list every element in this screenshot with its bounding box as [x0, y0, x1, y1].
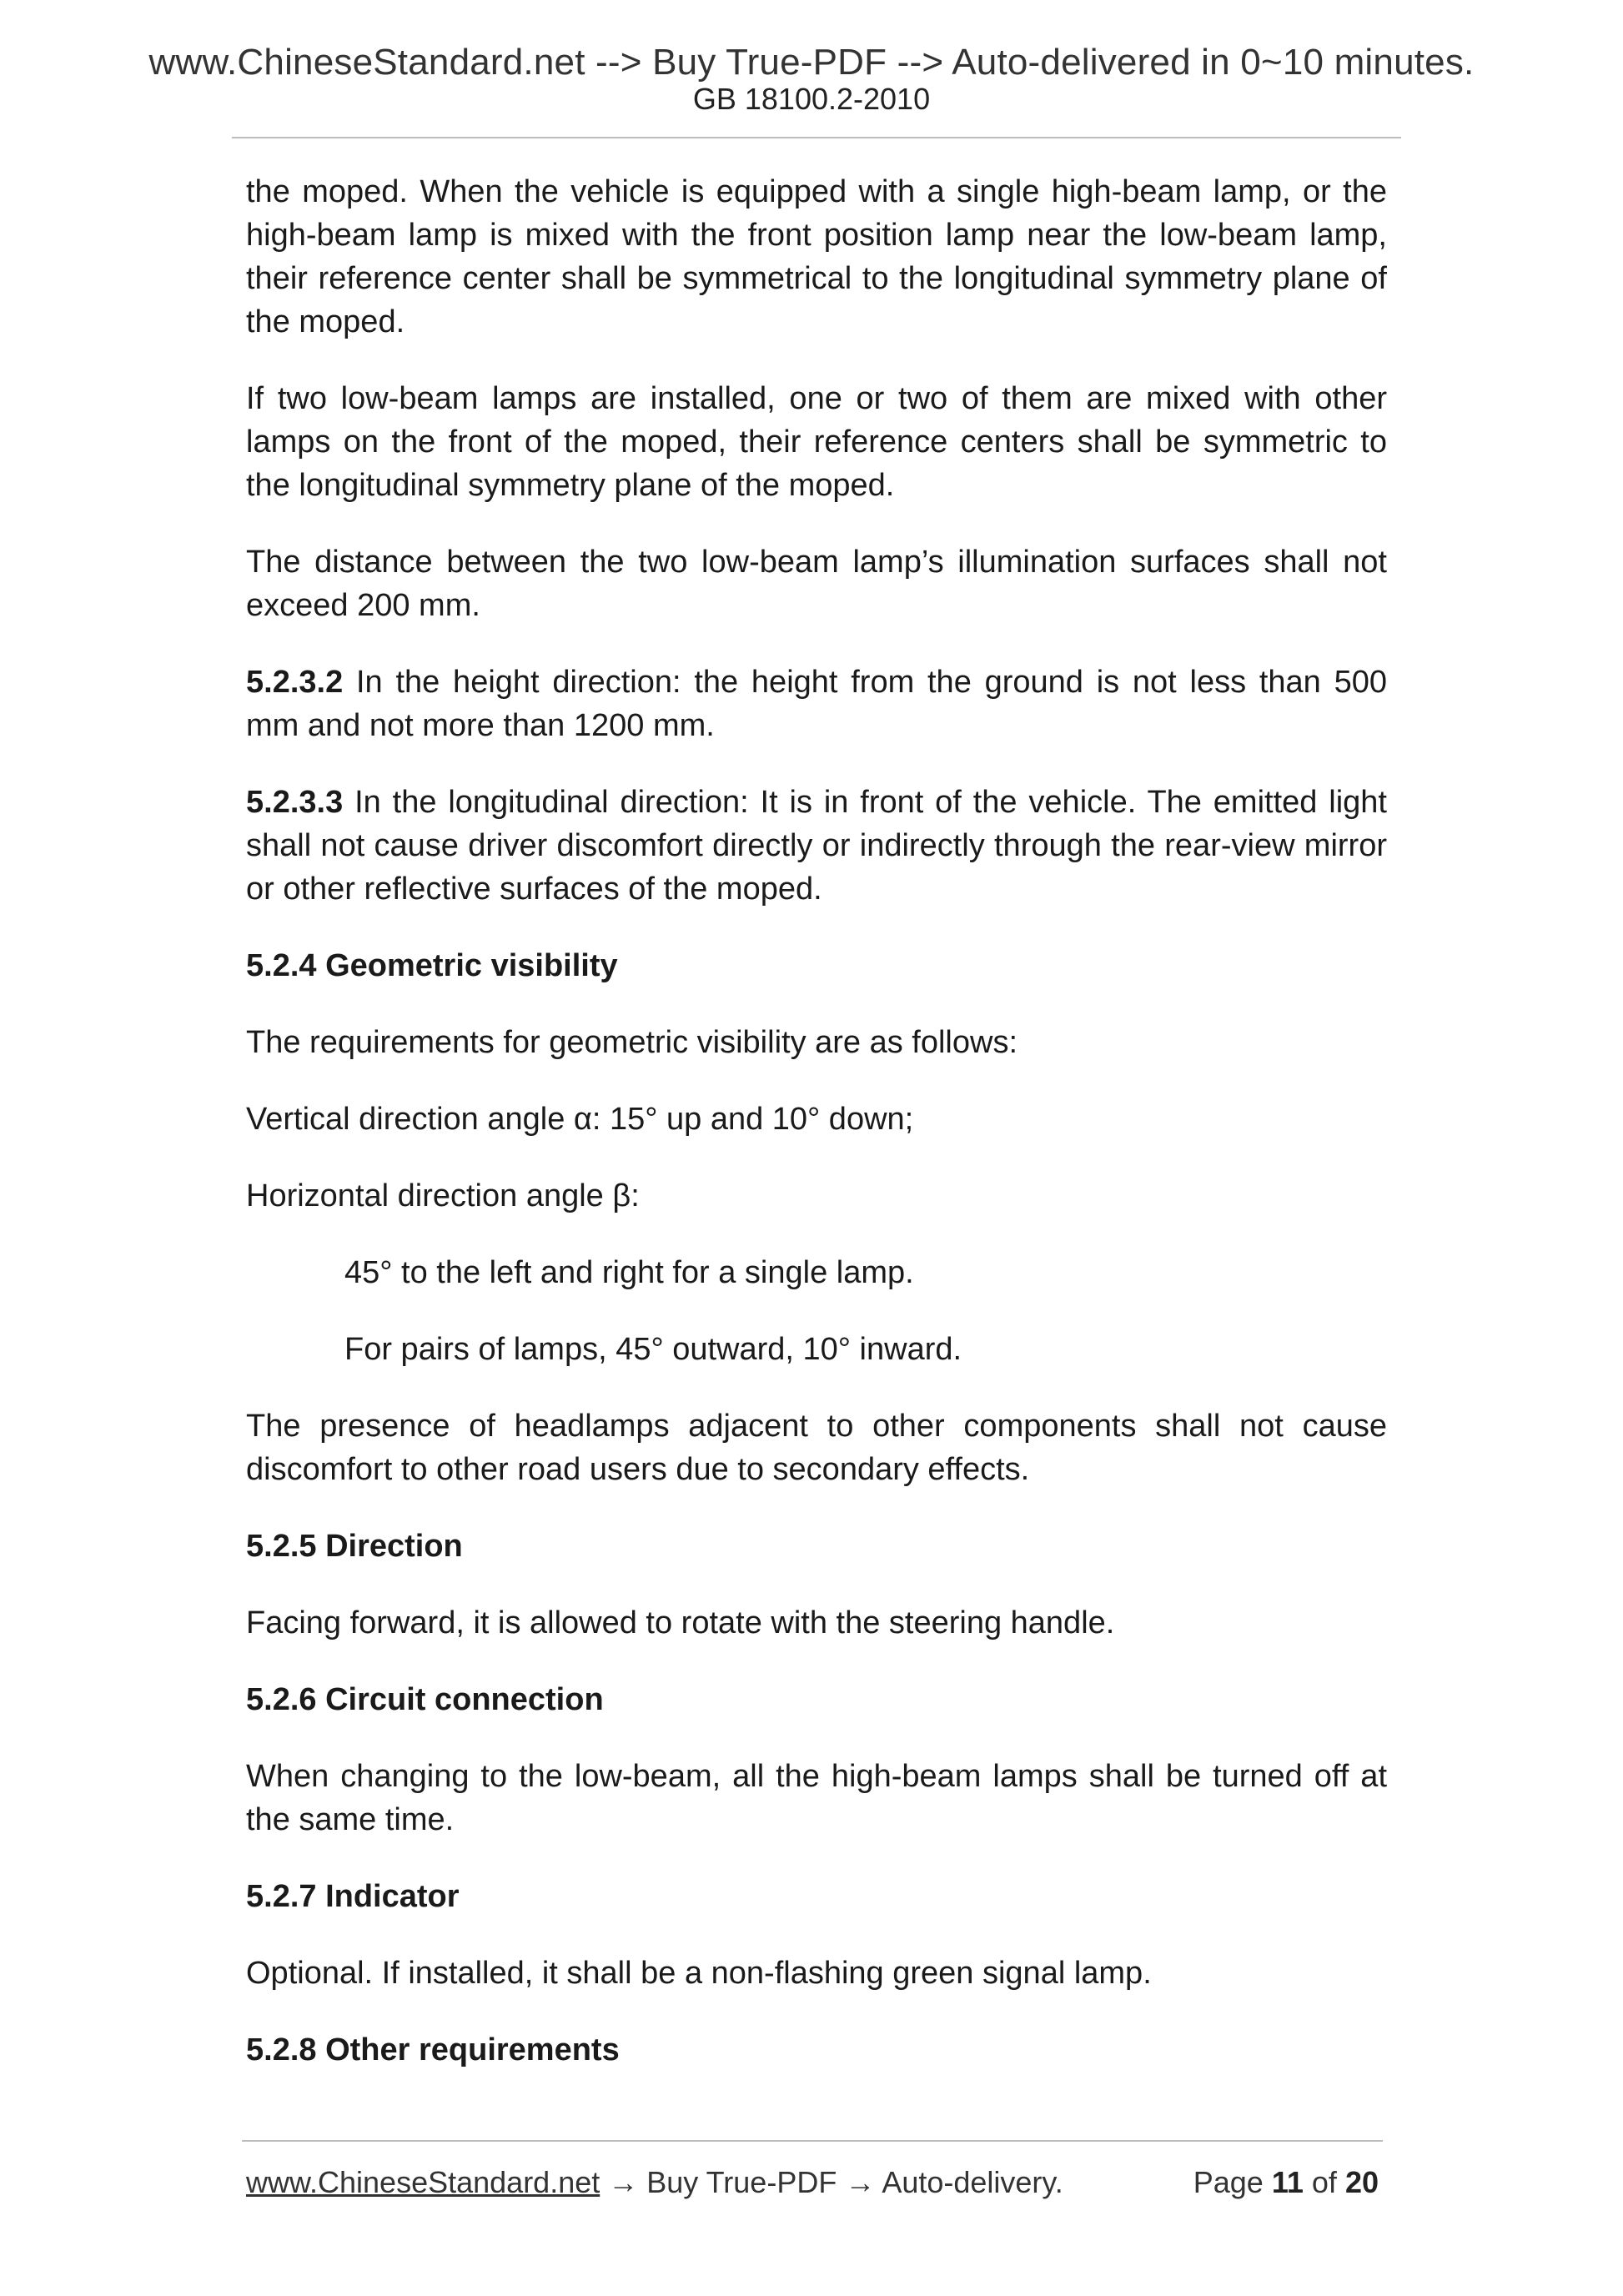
- paragraph-vertical-angle: Vertical direction angle α: 15° up and 10° down;: [246, 1102, 914, 1137]
- paragraph-direction: Facing forward, it is allowed to rotate with the steering handle.: [246, 1605, 1115, 1640]
- paragraph-two-low-beam: If two low-beam lamps are installed, one or two of them are mixed with other lamps on the front of the moped, their reference centers shall be symmetric to the longitudinal symmetry plane of the moped.: [246, 381, 1387, 503]
- page-footer: [246, 2165, 1379, 2200]
- top-banner: www.ChineseStandard.net --> Buy True-PDF --> Auto-delivered in 0~10 minutes.: [148, 42, 1475, 83]
- footer-tagline: → Buy True-PDF → Auto-delivery.: [600, 2165, 1063, 2199]
- heading-other-requirements: 5.2.8 Other requirements: [246, 2032, 620, 2067]
- paragraph-pairs-of-lamps: For pairs of lamps, 45° outward, 10° inward.: [344, 1332, 962, 1367]
- paragraph-distance: The distance between the two low-beam lamp’s illumination surfaces shall not exceed 200 mm.: [246, 545, 1387, 623]
- clause-number: 5.2.3.3: [246, 785, 344, 820]
- footer-divider: [242, 2140, 1383, 2142]
- page-current: 11: [1271, 2165, 1304, 2199]
- paragraph-symmetry-high-beam: the moped. When the vehicle is equipped with a single high-beam lamp, or the high-beam lamp is mixed with the front position lamp near the low-beam lamp, their reference center shall be symmetrical to the longitudinal symmetry plane of the moped.: [246, 174, 1387, 339]
- paragraph-horizontal-angle: Horizontal direction angle β:: [246, 1178, 640, 1213]
- paragraph-single-lamp: 45° to the left and right for a single lamp.: [344, 1255, 914, 1290]
- heading-circuit-connection: 5.2.6 Circuit connection: [246, 1682, 604, 1717]
- page-number: [1193, 2165, 1379, 2200]
- page-label: Page: [1193, 2165, 1264, 2199]
- paragraph-indicator: Optional. If installed, it shall be a non-flashing green signal lamp.: [246, 1956, 1152, 1991]
- clause-5-2-3-3: [246, 781, 1387, 911]
- footer-site-link[interactable]: www.ChineseStandard.net: [246, 2165, 600, 2199]
- header-divider: [232, 137, 1401, 138]
- document-body: [246, 170, 1387, 2105]
- paragraph-visibility-intro: The requirements for geometric visibility are as follows:: [246, 1025, 1018, 1060]
- heading-direction: 5.2.5 Direction: [246, 1529, 463, 1564]
- heading-indicator: 5.2.7 Indicator: [246, 1879, 460, 1914]
- paragraph-circuit-connection: When changing to the low-beam, all the high-beam lamps shall be turned off at the same time.: [246, 1759, 1387, 1837]
- of-label: of: [1311, 2165, 1337, 2199]
- clause-text: In the longitudinal direction: It is in front of the vehicle. The emitted light shall not cause driver discomfort directly or indirectly through the rear-view mirror or other reflective surfaces of the moped.: [246, 785, 1387, 907]
- clause-number: 5.2.3.2: [246, 665, 344, 700]
- standard-id: GB 18100.2-2010: [692, 82, 931, 116]
- paragraph-headlamp-presence: The presence of headlamps adjacent to other components shall not cause discomfort to other road users due to secondary effects.: [246, 1409, 1387, 1487]
- page-total: 20: [1344, 2165, 1379, 2199]
- clause-5-2-3-2: [246, 661, 1387, 747]
- heading-geometric-visibility: 5.2.4 Geometric visibility: [246, 948, 618, 983]
- clause-text: In the height direction: the height from the ground is not less than 500 mm and not more than 1200 mm.: [246, 665, 1387, 743]
